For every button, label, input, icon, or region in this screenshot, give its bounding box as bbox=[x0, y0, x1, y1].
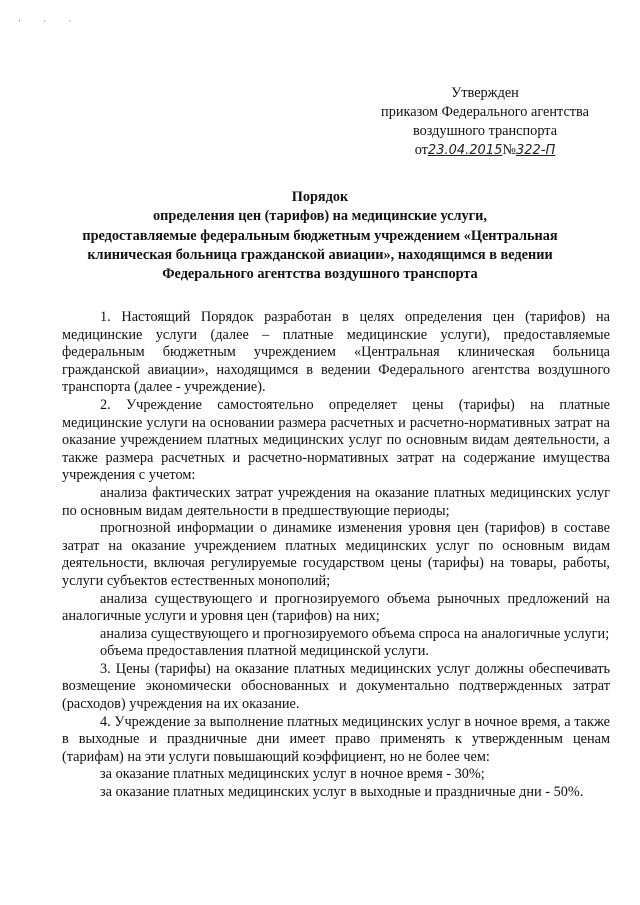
paragraph-2-item-3: анализа существующего и прогнозируемого объема рыночных предложений на аналогичные услуги и уровня цен (тарифов) на них; bbox=[62, 590, 610, 625]
paragraph-2-item-5: объема предоставления платной медицинской услуги. bbox=[100, 643, 429, 660]
approval-line-2: приказом Федерального агентства bbox=[381, 104, 589, 120]
title-line-4: клиническая больница гражданской авиации», находящимся в ведении bbox=[87, 246, 553, 263]
order-date-number-line bbox=[360, 141, 610, 160]
handwritten-date: 23.04.2015 bbox=[427, 143, 503, 158]
approval-line-1: Утвержден bbox=[451, 85, 519, 101]
scan-specks: · · · bbox=[18, 16, 82, 26]
document-title bbox=[50, 188, 590, 284]
title-line-1: Порядок bbox=[291, 189, 349, 205]
paragraph-2-item-1: анализа фактических затрат учреждения на оказание платных медицинских услуг по основным видам деятельности в предшествующие периоды; bbox=[62, 484, 610, 519]
paragraph-4-item-1: за оказание платных медицинских услуг в ночное время - 30%; bbox=[100, 766, 485, 783]
paragraph-3: 3. Цены (тарифы) на оказание платных медицинских услуг должны обеспечивать возмещение экономически обоснованных и документально подтвержденных затрат (расходов) учреждения на их оказание. bbox=[62, 660, 610, 713]
approval-line-3: воздушного транспорта bbox=[412, 123, 558, 139]
handwritten-number: 322-П bbox=[516, 143, 556, 158]
paragraph-2-item-4: анализа существующего и прогнозируемого объема спроса на аналогичные услуги; bbox=[100, 625, 610, 642]
title-line-3: предоставляемые федеральным бюджетным учреждением «Центральная bbox=[82, 227, 558, 244]
title-line-5: Федерального агентства воздушного транспорта bbox=[162, 266, 478, 283]
document-body bbox=[62, 309, 610, 802]
paragraph-2: 2. Учреждение самостоятельно определяет цены (тарифы) на платные медицинские услуги на основании размера расчетных и расчетно-нормативных затрат на оказание учреждением платных медицинских услуг по основным видам деятельности, а также размера расчетных и расчетно-нормативных затрат на содержание имущества учреждения с учетом: bbox=[62, 396, 610, 484]
paragraph-1: 1. Настоящий Порядок разработан в целях определения цен (тарифов) на медицинские услуги (далее – платные медицинские услуги), предоставляемые федеральным бюджетным учреждением «Центральная клиническая больница гражданской авиации», находящимся в ведении Федерального агентства воздушного транспорта (далее - учреждение). bbox=[62, 309, 610, 396]
paragraph-4: 4. Учреждение за выполнение платных медицинских услуг в ночное время, а также в выходные и праздничные дни имеет право применять к утвержденным ценам (тарифам) на эти услуги повышающий коэффициент, но не более чем: bbox=[62, 713, 610, 765]
title-line-2: определения цен (тарифов) на медицинские услуги, bbox=[153, 208, 487, 225]
approval-stamp-block bbox=[360, 84, 610, 160]
paragraph-4-item-2: за оказание платных медицинских услуг в выходные и праздничные дни - 50%. bbox=[100, 784, 584, 801]
number-prefix: № bbox=[502, 142, 517, 158]
date-prefix: от bbox=[414, 142, 428, 158]
paragraph-2-item-2: прогнозной информации о динамике изменения уровня цен (тарифов) в составе затрат на оказание учреждением платных медицинских услуг по основным видам деятельности, включая регулируемые государством цены (тарифы) на товары, работы, услуги субъектов естественных монополий; bbox=[62, 520, 610, 589]
